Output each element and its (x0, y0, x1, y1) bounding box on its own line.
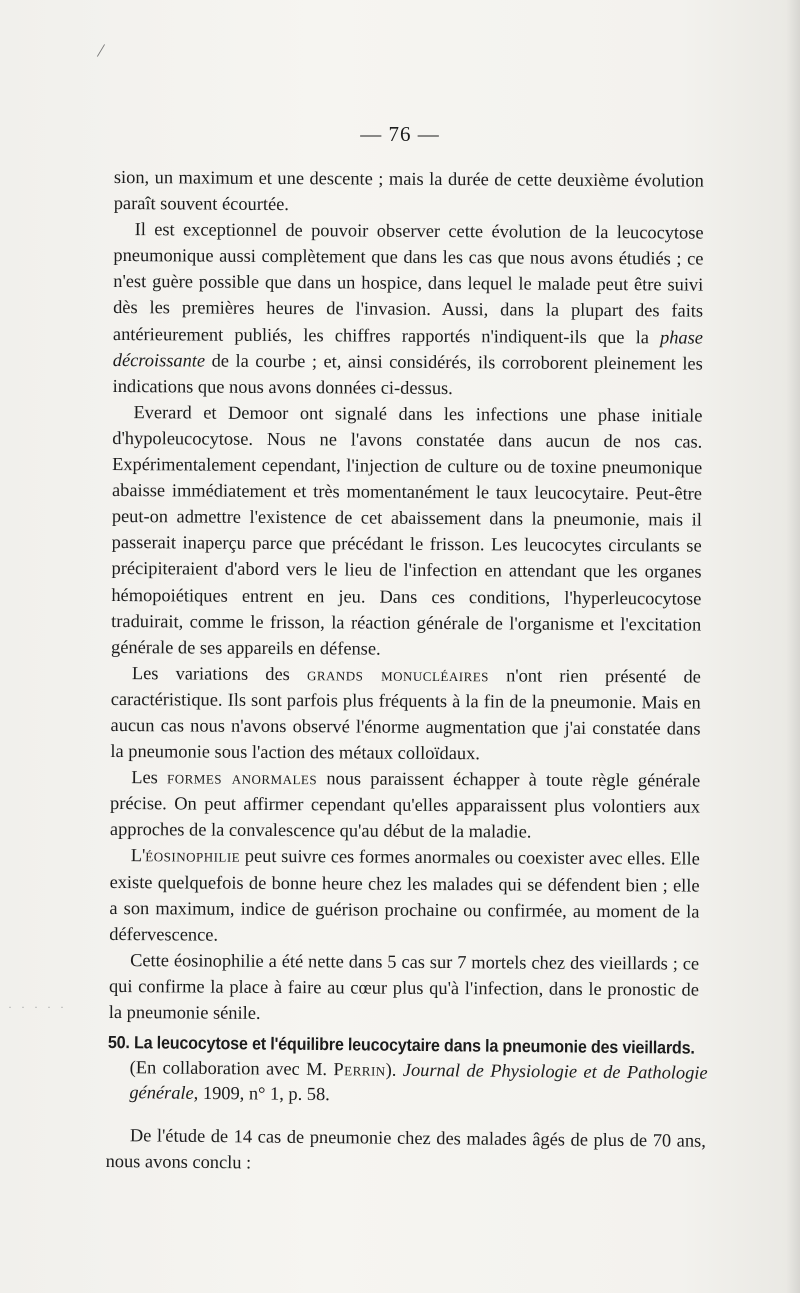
entry-title: 50. La leucocytose et l'équilibre leucocytaire dans la pneumonie des vieillards. (107, 1031, 695, 1058)
paragraph-evolution-text-b: de la courbe ; et, ainsi considérés, ils corroborent pleinement les indications que nous avons données ci-dessus. (112, 350, 703, 398)
entry-ref-text-c: , 1909, n° 1, p. 58. (193, 1082, 330, 1105)
bibliography-entry-50 (107, 1030, 708, 1111)
paragraph-formes-text-b: nous paraissent échapper à toute règle générale précise. On peut affirmer cependant qu'elles apparaissent plus volontiers aux approches de la convalescence qu'au début de la maladie. (109, 768, 701, 842)
paragraph-hypoleucocytose: Everard et Demoor ont signalé dans les infections une phase initiale d'hypoleucocytose. Nous ne l'avons constatée dans aucun de nos cas. Expérimentalement cependant, l'injection de culture ou de toxine pneumonique abaisse immédiatement et très momentanément le taux leucocytaire. Peut-être peut-on admettre l'existence de cet abaissement dans la pneumonie, mais il passerait inaperçu parce que précédant le frisson. Les leucocytes circulants se précipiteraient d'abord vers le lieu de l'infection en attendant que les organes hémopoiétiques entrent en jeu. Dans ces conditions, l'hyperleucocytose traduirait, comme le frisson, la réaction générale de l'organisme et l'excitation générale de ses appareils en défense. (110, 401, 703, 659)
entry-ref-journal: Journal de Physiologie et de Pathologie générale (129, 1059, 708, 1103)
paragraph-mono-text-b: n'ont rien présenté de caractéristique. Ils sont parfois plus fréquents à la fin de la pneumonie. Mais en aucun cas nous n'avons observé l'énorme augmentation que j'ai constatée dans la pneumonie sous l'action des métaux colloïdaux. (110, 665, 701, 764)
smallcaps-eosinophilie: éosinophilie (145, 845, 241, 867)
paragraph-conclusion: De l'étude de 14 cas de pneumonie chez des malades âgés de plus de 70 ans, nous avons conclu : (105, 1125, 706, 1173)
paragraph-eosinophilie (109, 842, 700, 950)
smallcaps-formes-anormales: formes anormales (166, 767, 318, 789)
paragraph-continuation: sion, un maximum et une descente ; mais la durée de cette deuxième évolution paraît souvent écourtée. (113, 166, 704, 215)
paragraph-eosinophilie-mortels: Cette éosinophilie a été nette dans 5 cas sur 7 mortels chez des vieillards ; ce qui confirme la place à faire au cœur plus qu'à l'infection, dans le pronostic de la pneumonie sénile. (108, 949, 700, 1023)
paragraph-grands-mononucleaires (110, 660, 701, 768)
entry-ref-text-b: ). (385, 1059, 403, 1080)
page-edge-shadow (786, 0, 800, 1293)
body-text (109, 164, 704, 1029)
scan-speckles: · · · · · (8, 1000, 67, 1014)
entry-ref-text-a: (En collaboration avec M. (129, 1057, 334, 1080)
italic-phase-decroissante: phase décroissante (112, 326, 704, 371)
paragraph-eosino-text-b: peut suivre ces formes anormales ou coexister avec elles. Elle existe quelquefois de bonne heure chez les malades qui se défendent bien ; elle a son maximum, indice de guérison prochaine ou confirmée, au moment de la défervescence. (109, 846, 700, 945)
paragraph-mono-text-a: Les variations des (131, 662, 308, 684)
page-number: — 76 — (360, 122, 440, 146)
smallcaps-grands-mononucleaires: grands monucléaires (306, 663, 490, 686)
paragraph-formes-anormales (110, 764, 700, 846)
paragraph-evolution (113, 216, 704, 402)
paragraph-formes-text-a: Les (131, 767, 168, 788)
paragraph-evolution-text-a: Il est exceptionnel de pouvoir observer cette évolution de la leucocytose pneumonique aussi complètement que dans les cas que nous avons étudiés ; ce n'est guère possible que dans un hospice, dans lequel le malade peut être suivi dès les premières heures de l'invasion. Aussi, dans la plupart des faits antérieurement publiés, les chiffres rapportés n'indiquent-ils que la (112, 219, 704, 347)
entry-reference (107, 1055, 707, 1111)
entry-ref-author: Perrin (333, 1059, 386, 1080)
paragraph-eosino-text-a: L' (130, 845, 146, 866)
stray-pencil-mark: / (95, 39, 106, 63)
